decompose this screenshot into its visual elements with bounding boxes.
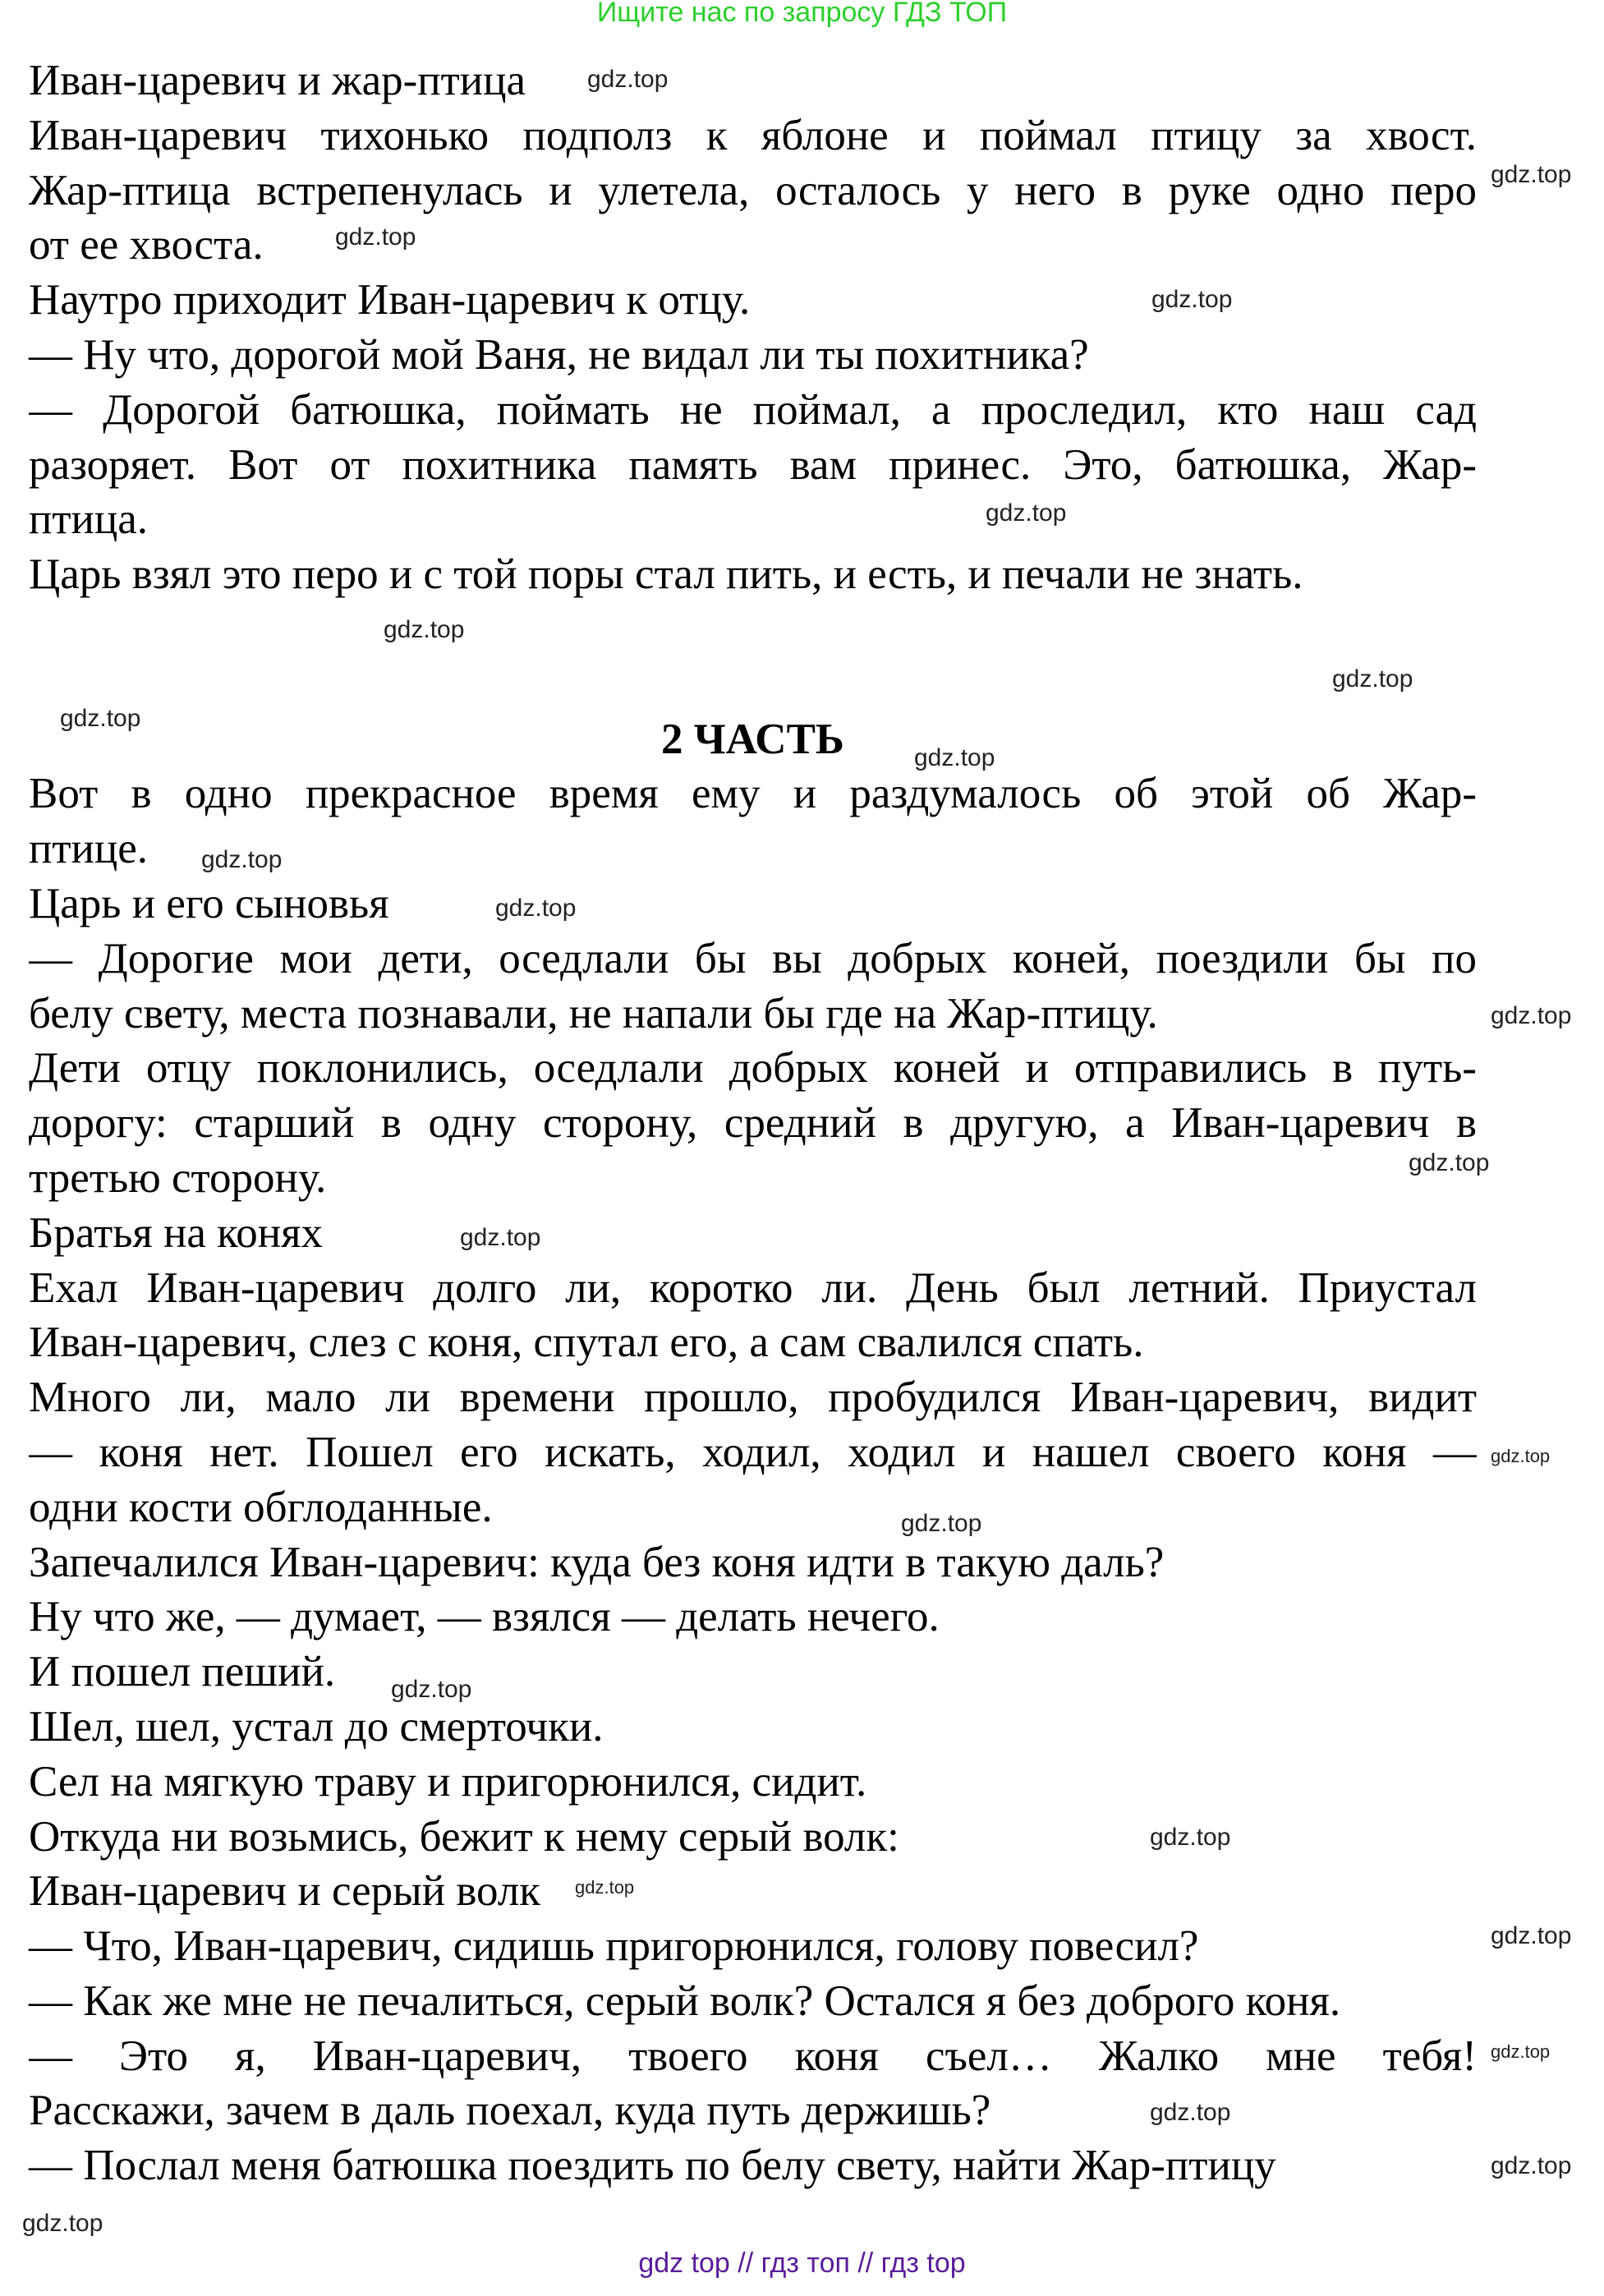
watermark: gdz.top [22,2210,103,2237]
watermark: gdz.top [1151,286,1233,313]
text-line: Шел, шел, устал до смерточки. [29,1702,604,1751]
blank-line [29,657,1477,712]
watermark: gdz.top [1150,1824,1231,1851]
text-line: белу свету, места познавали, не напали бы где на Жар-птицу. [29,989,1158,1038]
text-line: Запечалился Иван-царевич: куда без коня идти в такую даль? [29,1538,1165,1586]
text-line: — Как же мне не печалиться, серый волк? Остался я без доброго коня. [29,1976,1341,2025]
text-line: Иван-царевич, слез с коня, спутал его, а сам свалился спать. [29,1318,1144,1367]
text-line: дорогу: старший в одну сторону, средний в другую, а Иван-царевич в [29,1099,1477,1148]
text-line: — Послал меня батюшка поездить по белу свету, найти Жар-птицу [29,2142,1276,2190]
watermark: gdz.top [1491,1446,1551,1466]
text-line: Царь взял это перо и с той поры стал пить, и есть, и печали не знать. [29,550,1303,599]
text-line: птице. [29,825,149,873]
watermark: gdz.top [986,499,1067,527]
watermark: gdz.top [1491,1922,1572,1949]
text-line: Много ли, мало ли времени прошло, пробудился Иван-царевич, видит [29,1373,1477,1422]
watermark: gdz.top [1491,1002,1572,1029]
text-line: от ее хвоста. [29,221,264,269]
section-title: Иван-царевич и серый волк [29,1867,541,1916]
text-line: Дети отцу поклонились, оседлали добрых коней и отправились в путь- [29,1044,1477,1093]
watermark: gdz.top [460,1224,541,1251]
text-line: Расскажи, зачем в даль поехал, куда путь держишь? [29,2087,991,2135]
bottom-banner[interactable]: gdz top // гдз топ // гдз top [638,2248,966,2279]
watermark: gdz.top [901,1510,982,1537]
watermark: gdz.top [391,1676,472,1703]
text-line: Вот в одно прекрасное время ему и раздумалось об этой об Жар- [29,770,1477,818]
watermark: gdz.top [914,744,995,771]
text-line: — Дорогие мои дети, оседлали бы вы добрых коней, поездили бы по [29,934,1477,982]
text-line: третью сторону. [29,1153,327,1202]
top-banner[interactable]: Ищите нас по запросу ГДЗ ТОП [596,0,1008,28]
text-line: И пошел пеший. [29,1648,336,1696]
text-line: Наутро приходит Иван-царевич к отцу. [29,276,751,324]
watermark: gdz.top [335,223,416,251]
text-line: — Ну что, дорогой мой Ваня, не видал ли ты похитника? [29,330,1089,379]
watermark: gdz.top [1332,665,1413,692]
watermark: gdz.top [1491,161,1572,188]
watermark: gdz.top [201,846,283,873]
section-title: Царь и его сыновья [29,879,389,927]
text-line: Иван-царевич тихонько подполз к яблоне и поймал птицу за хвост. [29,111,1477,159]
story-text [29,53,1477,2193]
text-line: — Что, Иван-царевич, сидишь пригорюнился, голову повесил? [29,1922,1199,1971]
part-heading: 2 ЧАСТЬ [661,715,844,763]
watermark: gdz.top [587,66,669,93]
watermark: gdz.top [384,616,465,643]
watermark: gdz.top [575,1877,635,1898]
text-line: Ехал Иван-царевич долго ли, коротко ли. День был летний. Приустал [29,1263,1477,1312]
text-line: Сел на мягкую траву и пригорюнился, сидит. [29,1757,867,1806]
section-title: Иван-царевич и жар-птица [29,57,526,104]
text-line: — коня нет. Пошел его искать, ходил, ходил и нашел своего коня — [29,1428,1477,1476]
watermark: gdz.top [1409,1149,1490,1176]
watermark: gdz.top [1150,2099,1231,2126]
text-line: — Это я, Иван-царевич, твоего коня съел… Жалко мне тебя! [29,2031,1477,2080]
text-line: Ну что же, — думает, — взялся — делать нечего. [29,1593,940,1641]
watermark: gdz.top [60,705,141,732]
watermark: gdz.top [495,895,577,922]
text-line: разоряет. Вот от похитника память вам принес. Это, батюшка, Жар- [29,440,1477,489]
text-line: — Дорогой батюшка, поймать не поймал, а проследил, кто наш сад [29,385,1477,434]
text-line: птица. [29,495,149,544]
blank-line [29,602,1477,657]
text-line: одни кости обглоданные. [29,1483,493,1531]
watermark: gdz.top [1491,2152,1572,2179]
text-line: Откуда ни возьмись, бежит к нему серый волк: [29,1812,899,1861]
text-line: Жар-птица встрепенулась и улетела, осталось у него в руке одно перо [29,166,1477,214]
section-title: Братья на конях [29,1208,323,1257]
watermark: gdz.top [1491,2041,1551,2062]
